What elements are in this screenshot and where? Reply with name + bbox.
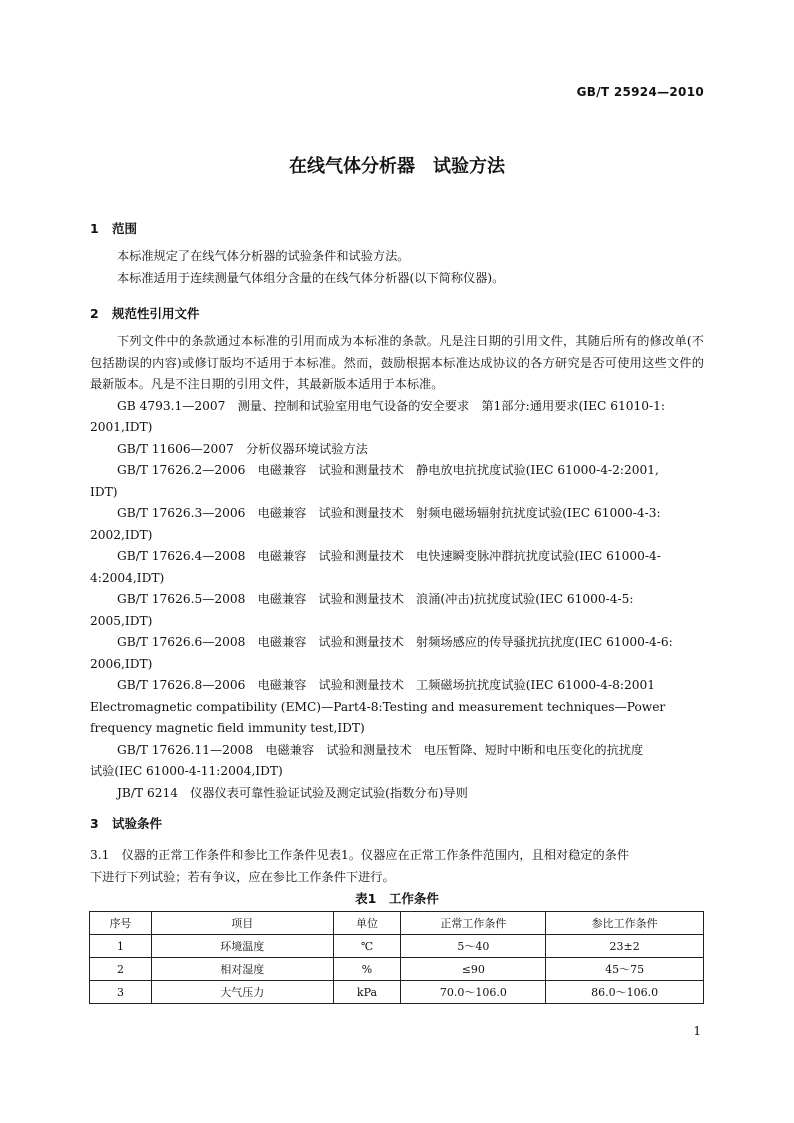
section-title: 范围 (112, 221, 138, 236)
reference-line: GB/T 17626.6—2008 电磁兼容 试验和测量技术 射频场感应的传导骚扰抗扰度(IEC 61000-4-6: (117, 635, 673, 649)
reference-line: 试验(IEC 61000-4-11:2004,IDT) (90, 764, 283, 778)
table-caption: 表1 工作条件 (355, 891, 439, 906)
reference-line: GB 4793.1—2007 测量、控制和试验室用电气设备的安全要求 第1部分:通用要求(IEC 61010-1: (117, 398, 665, 413)
reference-line: frequency magnetic field immunity test,IDT) (90, 721, 365, 735)
table-cell: 5～40 (401, 935, 546, 958)
column-header: 参比工作条件 (546, 912, 704, 935)
section-number: 2 (90, 306, 99, 321)
table-row (90, 958, 704, 981)
section-1-body (90, 246, 704, 289)
reference-item (90, 675, 704, 740)
references-intro: 下列文件中的条款通过本标准的引用而成为本标准的条款。凡是注日期的引用文件，其随后所有的修改单(不包括勘误的内容)或修订版均不适用于本标准。然而，鼓励根据本标准达成协议的各方研究是否可使用这些文件的最新版本。凡是不注日期的引用文件，其最新版本适用于本标准。 (90, 334, 704, 391)
reference-line: GB/T 17626.3—2006 电磁兼容 试验和测量技术 射频电磁场辐射抗扰度试验(IEC 61000-4-3: (117, 506, 661, 520)
table-cell: ℃ (333, 935, 401, 958)
clause-line: 下进行下列试验；若有争议，应在参比工作条件下进行。 (90, 869, 395, 884)
table-cell: 45～75 (546, 958, 704, 981)
table-cell: 3 (90, 981, 152, 1004)
clause-3-1 (90, 845, 704, 888)
table-cell: kPa (333, 981, 401, 1004)
table-cell: 86.0～106.0 (546, 981, 704, 1004)
reference-item (90, 783, 704, 805)
section-number: 3 (90, 816, 99, 831)
section-2-heading (90, 304, 200, 322)
page-number: 1 (693, 1024, 701, 1038)
section-1-heading (90, 219, 137, 237)
column-header: 序号 (90, 912, 152, 935)
scope-paragraph: 本标准适用于连续测量气体组分含量的在线气体分析器(以下简称仪器)。 (117, 270, 505, 285)
reference-line: GB/T 17626.2—2006 电磁兼容 试验和测量技术 静电放电抗扰度试验(IEC 61000-4-2:2001, (117, 463, 659, 477)
reference-line: 2006,IDT) (90, 656, 153, 671)
reference-line: GB/T 17626.4—2008 电磁兼容 试验和测量技术 电快速瞬变脉冲群抗扰度试验(IEC 61000-4- (117, 549, 661, 563)
reference-line: GB/T 11606—2007 分析仪器环境试验方法 (117, 441, 368, 456)
table-cell: ≤90 (401, 958, 546, 981)
reference-item (90, 439, 704, 461)
reference-item (90, 632, 704, 675)
working-conditions-table (89, 911, 704, 1004)
column-header: 单位 (333, 912, 401, 935)
table-header-row (90, 912, 704, 935)
standard-code: GB/T 25924—2010 (576, 85, 704, 99)
reference-line: 2005,IDT) (90, 613, 153, 628)
section-title: 试验条件 (112, 816, 163, 831)
reference-line: Electromagnetic compatibility (EMC)—Part4-8:Testing and measurement techniques—Power (90, 699, 666, 714)
table-cell: 23±2 (546, 935, 704, 958)
reference-line: GB/T 17626.8—2006 电磁兼容 试验和测量技术 工频磁场抗扰度试验(IEC 61000-4-8:2001 (117, 678, 656, 692)
reference-line: 2002,IDT) (90, 527, 153, 542)
section-2-body (90, 331, 704, 804)
reference-item (90, 589, 704, 632)
column-header: 项目 (151, 912, 333, 935)
reference-item (90, 396, 704, 439)
section-number: 1 (90, 221, 99, 236)
reference-line: GB/T 17626.5—2008 电磁兼容 试验和测量技术 浪涌(冲击)抗扰度试验(IEC 61000-4-5: (117, 592, 634, 606)
reference-item (90, 460, 704, 503)
reference-item (90, 503, 704, 546)
table-cell: 大气压力 (151, 981, 333, 1004)
clause-line: 3.1 仪器的正常工作条件和参比工作条件见表1。仪器应在正常工作条件范围内，且相对稳定的条件 (90, 848, 630, 862)
table-row (90, 981, 704, 1004)
reference-item (90, 740, 704, 783)
table-row (90, 935, 704, 958)
table-cell: 70.0～106.0 (401, 981, 546, 1004)
table-cell: 环境温度 (151, 935, 333, 958)
reference-line: 4:2004,IDT) (90, 570, 165, 585)
table-cell: % (333, 958, 401, 981)
reference-line: 2001,IDT) (90, 420, 153, 434)
reference-line: JB/T 6214 仪器仪表可靠性验证试验及测定试验(指数分布)导则 (117, 785, 468, 800)
column-header: 正常工作条件 (401, 912, 546, 935)
table-cell: 2 (90, 958, 152, 981)
table-cell: 相对湿度 (151, 958, 333, 981)
table-cell: 1 (90, 935, 152, 958)
reference-item (90, 546, 704, 589)
document-title: 在线气体分析器 试验方法 (289, 156, 505, 177)
scope-paragraph: 本标准规定了在线气体分析器的试验条件和试验方法。 (117, 249, 410, 263)
reference-line: IDT) (90, 484, 118, 499)
section-title: 规范性引用文件 (112, 306, 200, 321)
reference-line: GB/T 17626.11—2008 电磁兼容 试验和测量技术 电压暂降、短时中断和电压变化的抗扰度 (117, 742, 644, 757)
section-3-heading (90, 814, 162, 832)
